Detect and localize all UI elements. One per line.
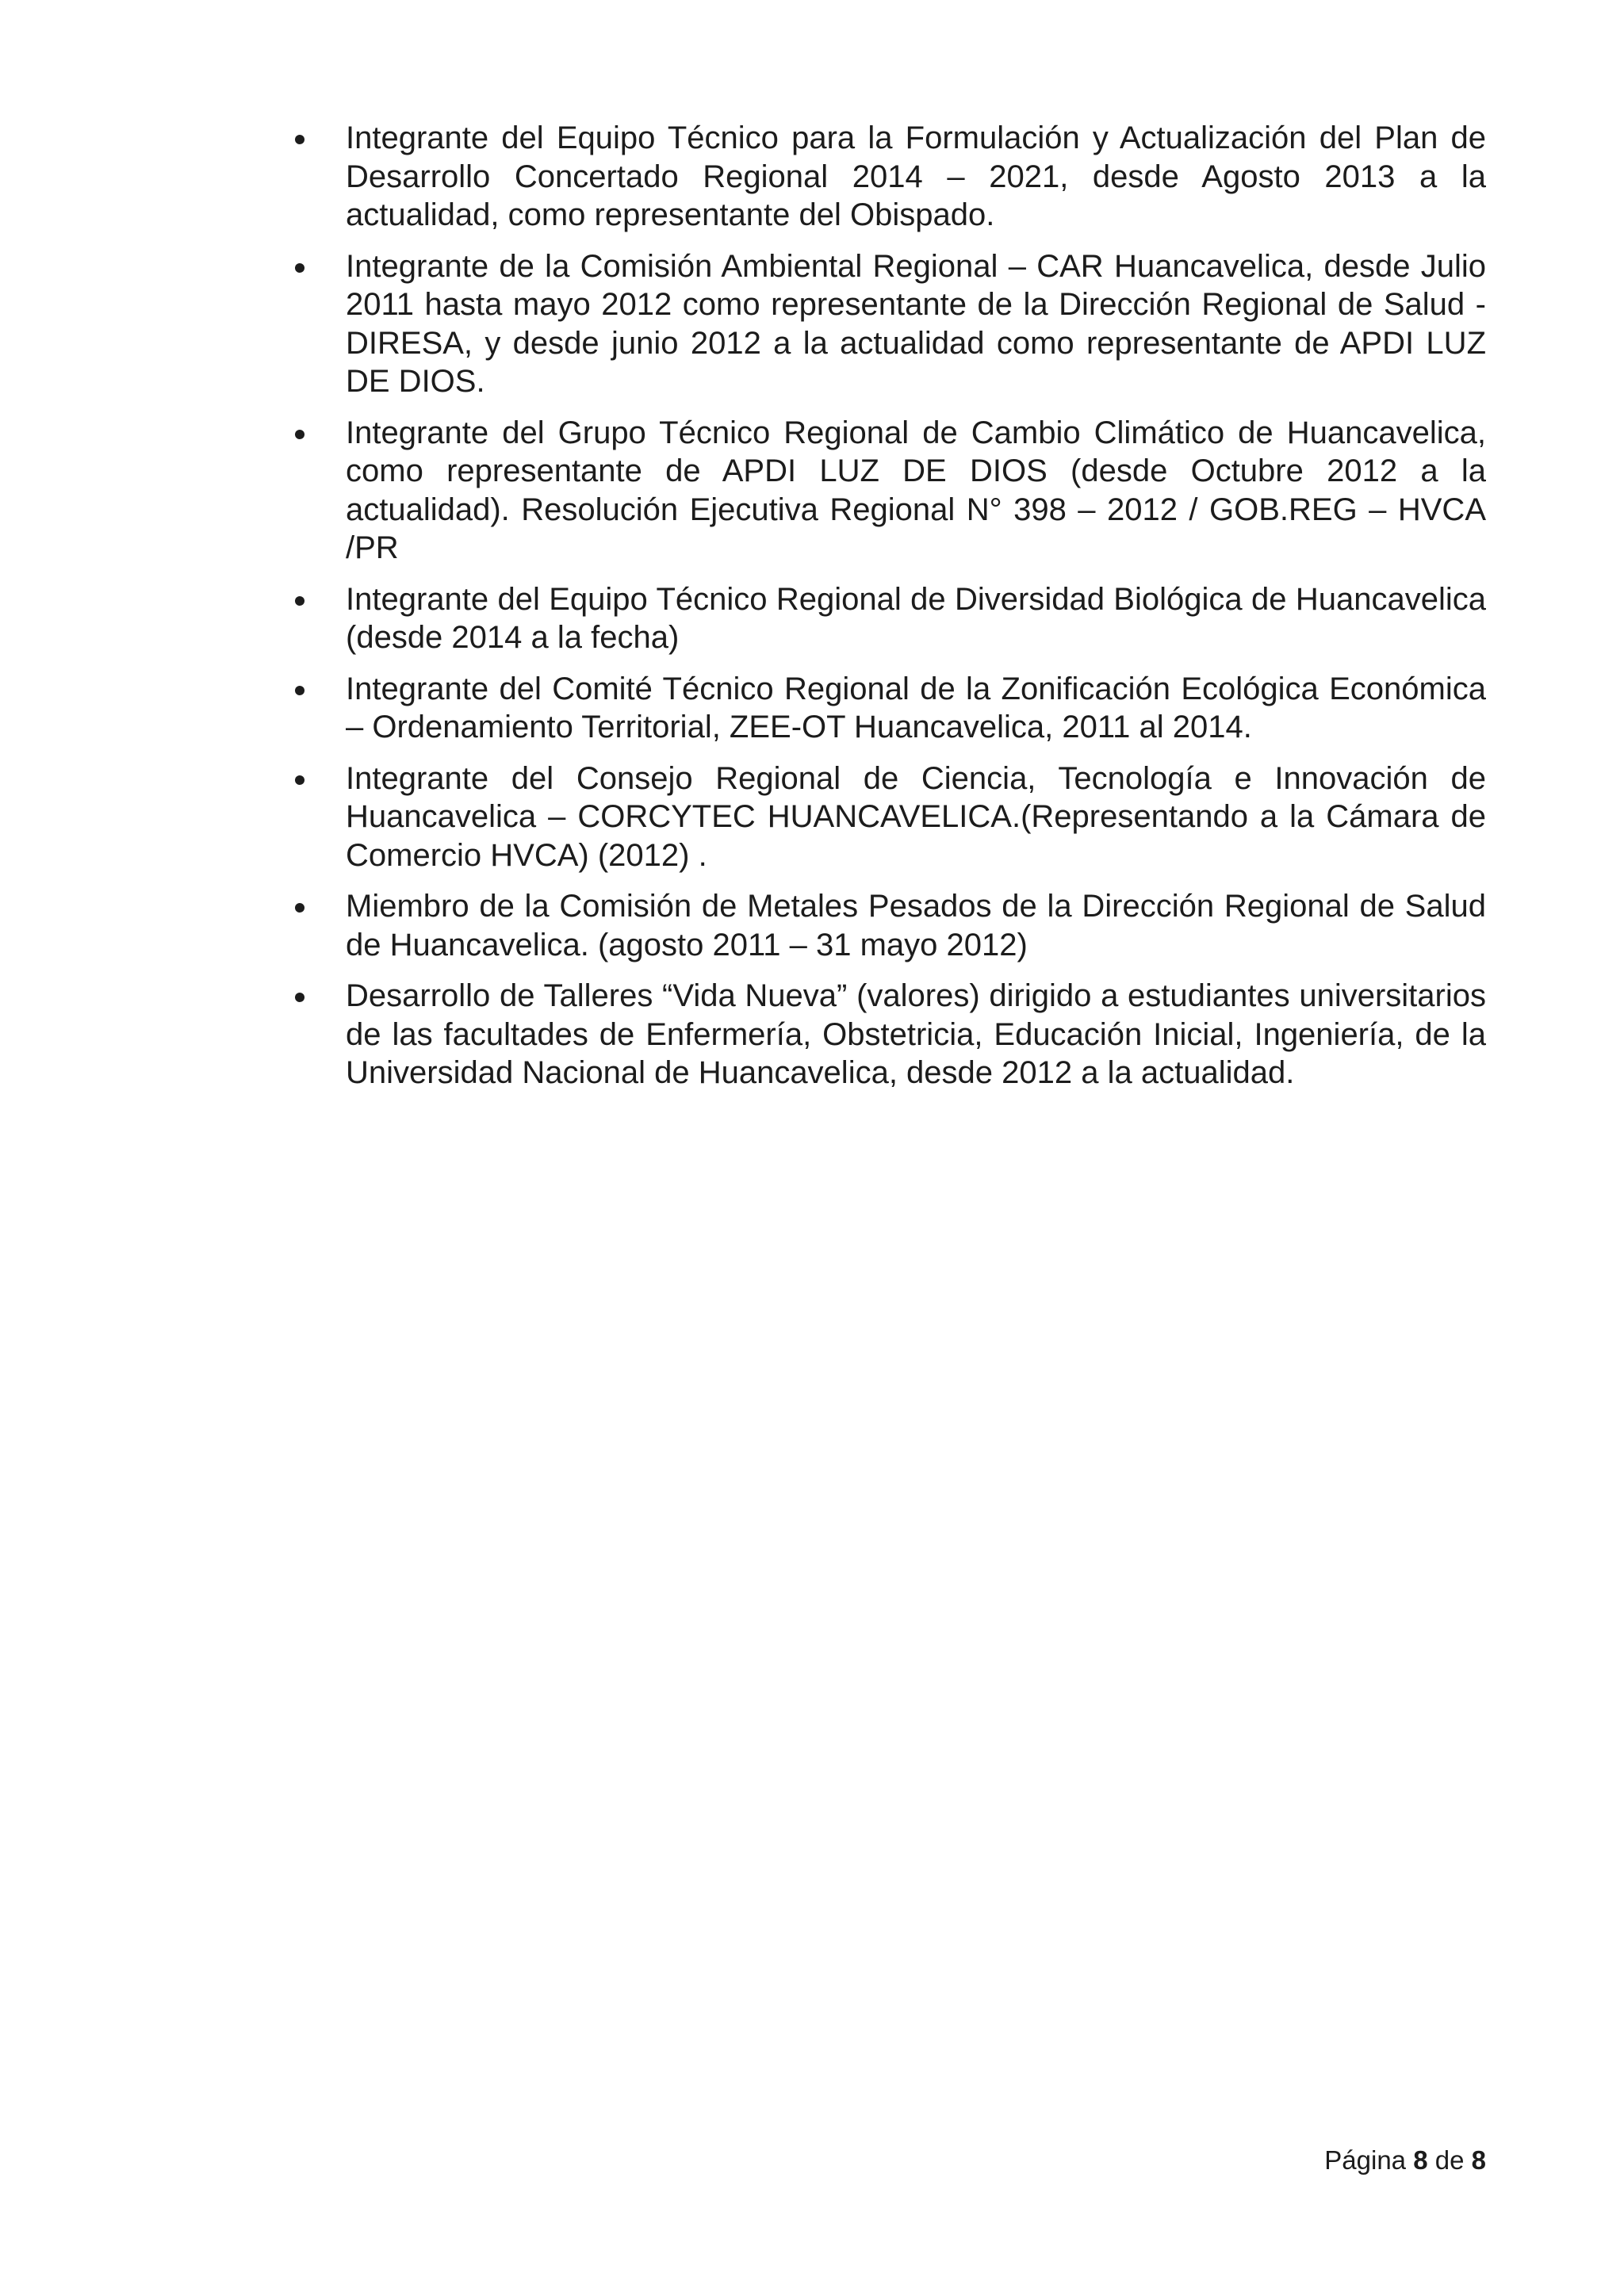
list-item-text: Desarrollo de Talleres “Vida Nueva” (valores) dirigido a estudiantes universitarios de las facultades de Enfermería, Obstetricia, Educación Inicial, Ingeniería, de la Universidad Nacional de Huancavelica, desde 2012 a la actualidad.	[346, 978, 1486, 1090]
list-item-text: Integrante del Consejo Regional de Ciencia, Tecnología e Innovación de Huancavelica – CORCYTEC HUANCAVELICA.(Representando a la Cámara de Comercio HVCA) (2012) .	[346, 760, 1486, 873]
list-item	[292, 887, 1486, 964]
experience-list	[292, 119, 1486, 1105]
current-page-number: 8	[1413, 2145, 1428, 2175]
list-item-text: Integrante del Equipo Técnico Regional de Diversidad Biológica de Huancavelica (desde 2014 a la fecha)	[346, 581, 1486, 655]
page-number-footer	[1324, 2145, 1486, 2175]
list-item	[292, 670, 1486, 747]
page-label: Página	[1324, 2145, 1407, 2175]
bullet-icon	[295, 135, 304, 144]
total-pages-number: 8	[1471, 2145, 1486, 2175]
list-item	[292, 977, 1486, 1093]
list-item	[292, 119, 1486, 235]
of-label: de	[1434, 2145, 1465, 2175]
list-item	[292, 760, 1486, 875]
bullet-icon	[295, 430, 304, 439]
bullet-icon	[295, 263, 304, 273]
bullet-icon	[295, 903, 304, 913]
list-item	[292, 414, 1486, 568]
list-item-text: Integrante del Grupo Técnico Regional de Cambio Climático de Huancavelica, como representante de APDI LUZ DE DIOS (desde Octubre 2012 a la actualidad). Resolución Ejecutiva Regional N° 398 – 2012 / GOB.REG – HVCA /PR	[346, 415, 1486, 565]
list-item-text: Integrante de la Comisión Ambiental Regional – CAR Huancavelica, desde Julio 2011 hasta mayo 2012 como representante de la Dirección Regional de Salud - DIRESA, y desde junio 2012 a la actualidad como representante de APDI LUZ DE DIOS.	[346, 248, 1486, 399]
bullet-icon	[295, 993, 304, 1002]
list-item-text: Miembro de la Comisión de Metales Pesados de la Dirección Regional de Salud de Huancavelica. (agosto 2011 – 31 mayo 2012)	[346, 889, 1486, 962]
list-item	[292, 580, 1486, 657]
bullet-icon	[295, 775, 304, 785]
bullet-icon	[295, 596, 304, 606]
list-item	[292, 247, 1486, 401]
list-item-text: Integrante del Equipo Técnico para la Formulación y Actualización del Plan de Desarrollo Concertado Regional 2014 – 2021, desde Agosto 2013 a la actualidad, como representante del Obispado.	[346, 121, 1486, 232]
list-item-text: Integrante del Comité Técnico Regional de la Zonificación Ecológica Económica – Ordenamiento Territorial, ZEE-OT Huancavelica, 2011 al 2014.	[346, 671, 1486, 744]
bullet-icon	[295, 686, 304, 695]
